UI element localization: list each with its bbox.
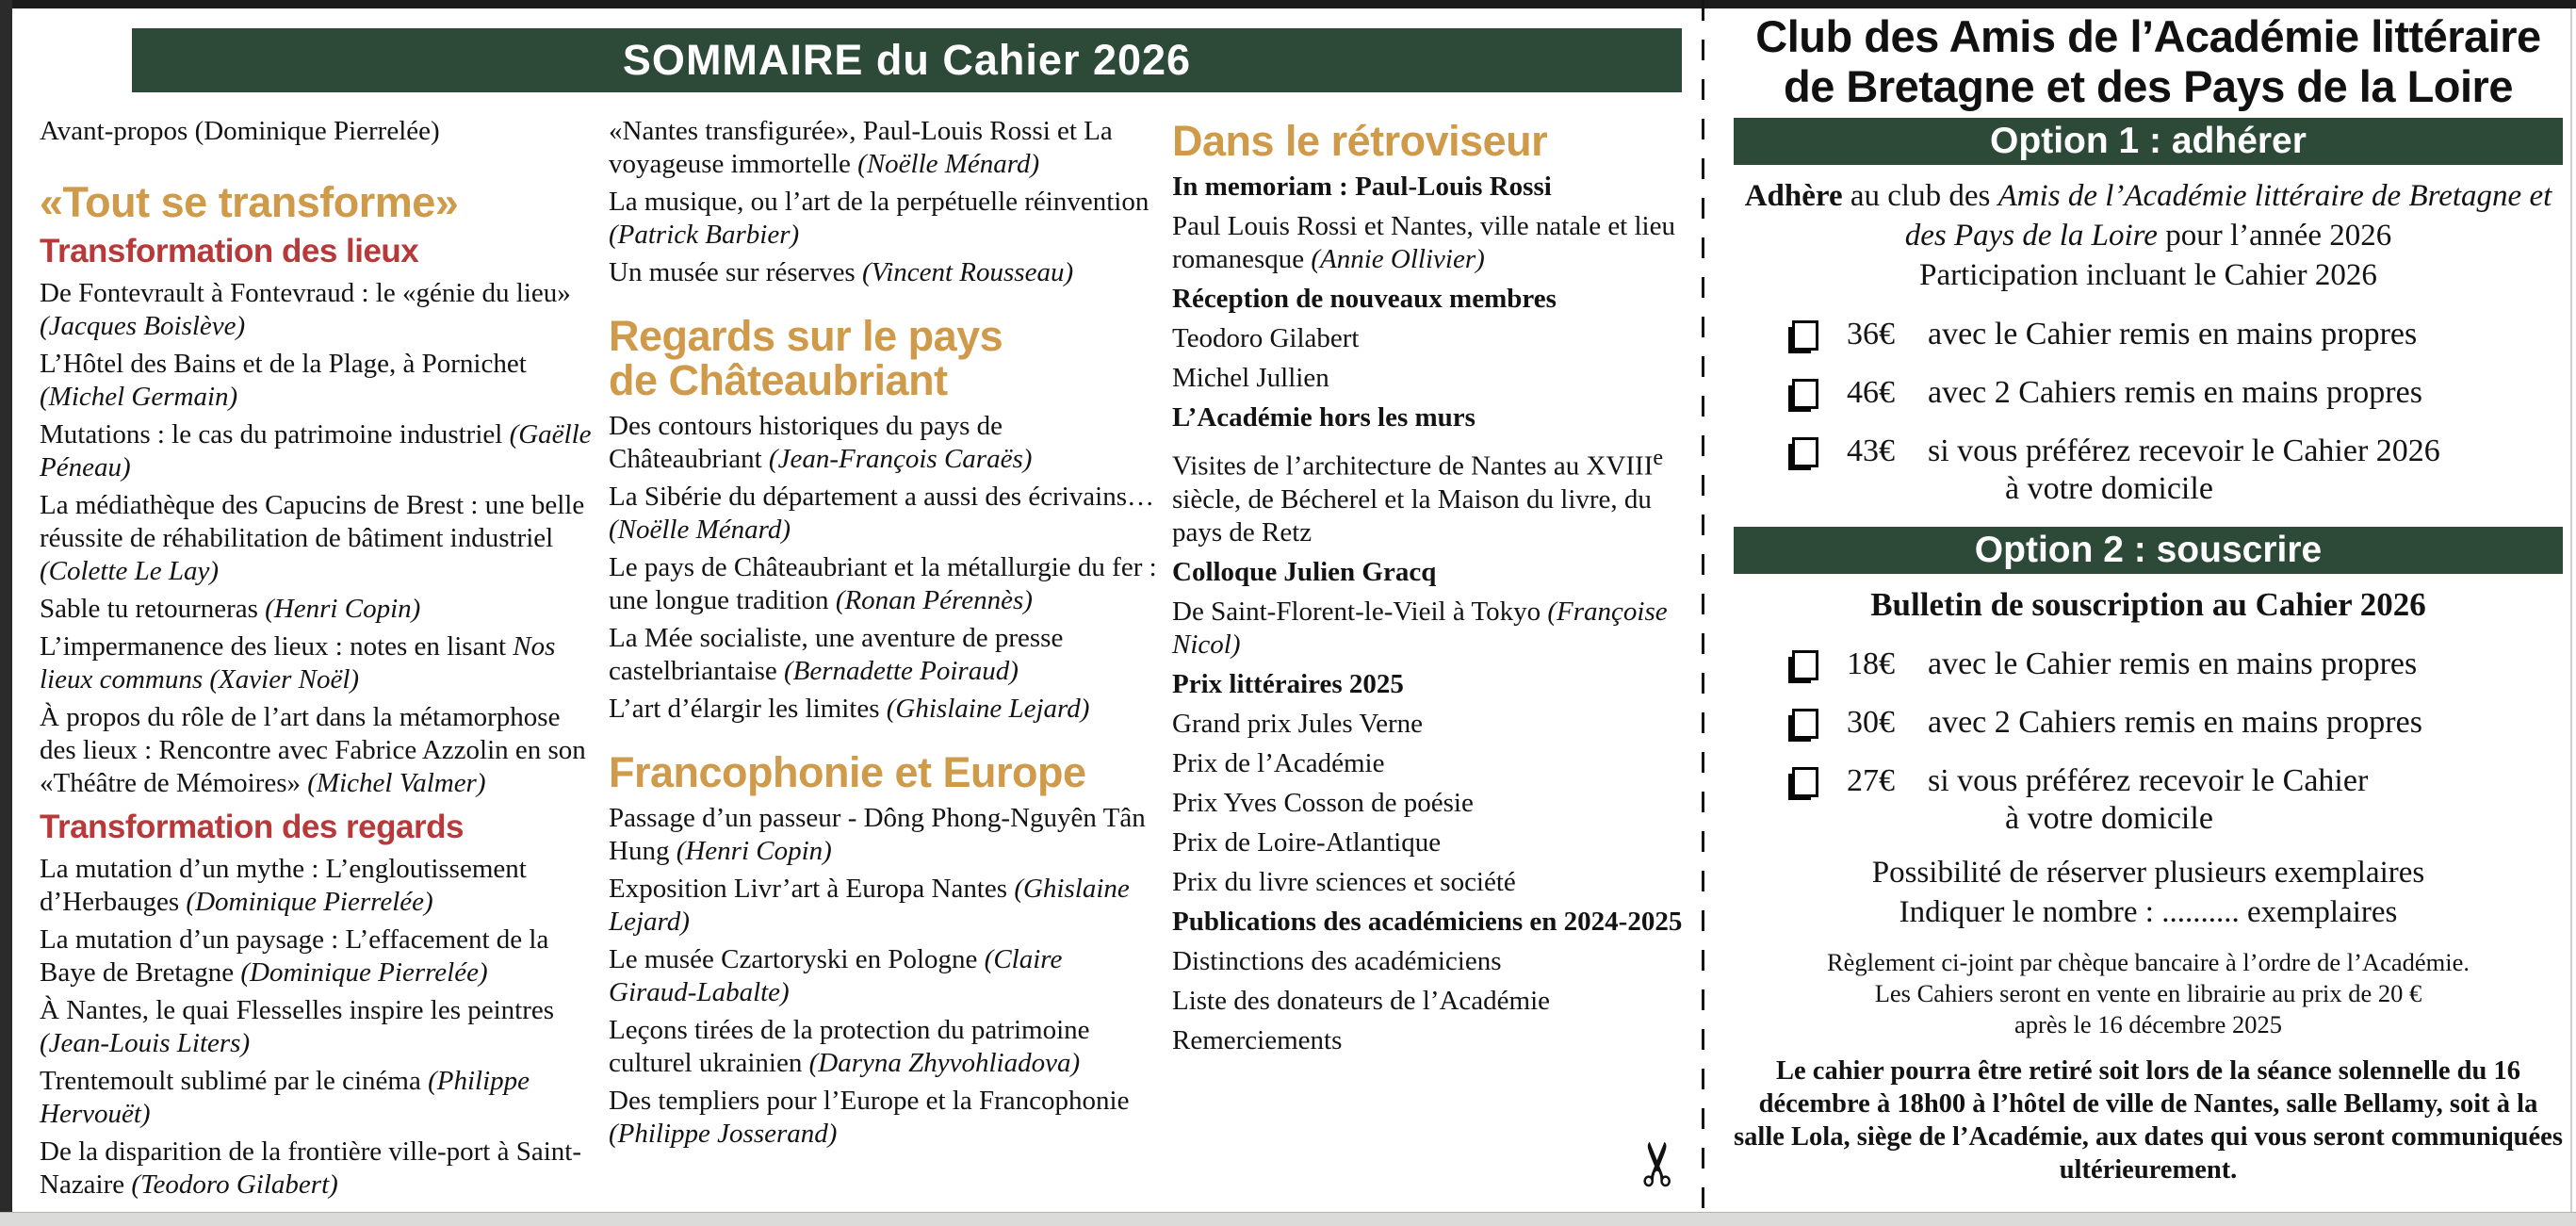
payment-line1: Règlement ci-joint par chèque bancaire à l’ordre de l’Académie. xyxy=(1826,948,2470,976)
price-option-row xyxy=(1786,374,2563,412)
option1-items xyxy=(1786,316,2563,508)
toc-entry: Liste des donateurs de l’Académie xyxy=(1172,985,1551,1016)
toc-entry: In memoriam : Paul-Louis Rossi xyxy=(1172,172,1552,202)
toc-entry: À propos du rôle de l’art dans la métamorphose des lieux : Rencontre avec Fabrice Azzolin en son «Théâtre de Mémoires» (Michel Valmer) xyxy=(40,702,586,798)
page-right-edge xyxy=(2570,8,2572,1212)
toc-entry: L’impermanence des lieux : notes en lisant Nos lieux communs (Xavier Noël) xyxy=(40,631,556,695)
price-option-row xyxy=(1786,646,2563,683)
price-option-row xyxy=(1786,704,2563,742)
section-heading: Francophonie et Europe xyxy=(609,748,1086,796)
reserve-line1: Possibilité de réserver plusieurs exemplaires xyxy=(1871,856,2425,890)
checkbox-icon xyxy=(1792,437,1818,467)
toc-entry: La médiathèque des Capucins de Brest : une belle réussite de réhabilitation de bâtiment industriel (Colette Le Lay) xyxy=(40,490,585,586)
club-title-line2: de Bretagne et des Pays de la Loire xyxy=(1784,61,2513,111)
price-value: 27€ xyxy=(1847,763,1895,798)
price-value: 36€ xyxy=(1847,317,1895,351)
toc-column-1 xyxy=(40,115,594,1208)
toc-entry: Paul Louis Rossi et Nantes, ville natale et lieu romanesque (Annie Ollivier) xyxy=(1172,211,1675,274)
price-value: 18€ xyxy=(1847,646,1895,681)
section-heading: «Tout se transforme» xyxy=(40,178,459,226)
price-value: 46€ xyxy=(1847,375,1895,410)
toc-entry: L’art d’élargir les limites (Ghislaine Lejard) xyxy=(609,694,1090,724)
toc-entry: Colloque Julien Gracq xyxy=(1172,556,1437,587)
toc-entry: Le pays de Châteaubriant et la métallurgie du fer : une longue tradition (Ronan Pérennès) xyxy=(609,552,1157,615)
checkbox-icon xyxy=(1792,767,1818,797)
toc-entry: Visites de l’architecture de Nantes au XVIIIe siècle, de Bécherel et la Maison du livre, du pays de Retz xyxy=(1172,445,1664,548)
checkbox-icon xyxy=(1792,650,1818,680)
toc-entry: L’Académie hors les murs xyxy=(1172,402,1475,433)
souscription-heading: Bulletin de souscription au Cahier 2026 xyxy=(1870,586,2426,623)
option-description-line2: à votre domicile xyxy=(2005,801,2213,836)
reserve-line2: Indiquer le nombre : .......... exemplaires xyxy=(1899,895,2398,929)
page-left-edge xyxy=(0,0,12,1213)
toc-entry: La Sibérie du département a aussi des écrivains… (Noëlle Ménard) xyxy=(609,482,1154,545)
toc-columns xyxy=(40,115,1694,1208)
section-heading: Dans le rétroviseur xyxy=(1172,117,1548,165)
toc-entry: Trentemoult sublimé par le cinéma (Philippe Hervouët) xyxy=(40,1066,530,1129)
payment-line2: Les Cahiers seront en vente en librairie au prix de 20 € xyxy=(1874,979,2422,1007)
toc-entry: La mutation d’un mythe : L’engloutissement d’Herbauges (Dominique Pierrelée) xyxy=(40,854,527,917)
sommaire-title: SOMMAIRE du Cahier 2026 xyxy=(622,36,1192,84)
sommaire-header-bar xyxy=(132,28,1682,92)
toc-entry: Exposition Livr’art à Europa Nantes (Ghislaine Lejard) xyxy=(609,874,1130,937)
toc-entry: De Fontevrault à Fontevraud : le «génie du lieu» (Jacques Boislève) xyxy=(40,278,571,341)
toc-entry: Mutations : le cas du patrimoine industriel (Gaëlle Péneau) xyxy=(40,419,592,482)
checkbox-icon xyxy=(1792,709,1818,739)
club-form-panel xyxy=(1734,11,2563,1186)
toc-entry: De la disparition de la frontière ville-port à Saint-Nazaire (Teodoro Gilabert) xyxy=(40,1136,581,1200)
toc-entry: La Mée socialiste, une aventure de presse castelbriantaise (Bernadette Poiraud) xyxy=(609,623,1064,686)
reserve-lines xyxy=(1734,853,2563,932)
option2-bar xyxy=(1734,527,2563,574)
toc-entry: Michel Jullien xyxy=(1172,363,1329,393)
option1-bar xyxy=(1734,118,2563,165)
toc-entry: Réception de nouveaux membres xyxy=(1172,284,1557,314)
price-value: 43€ xyxy=(1847,433,1895,468)
scissors-icon: ✂ xyxy=(1623,1138,1694,1189)
toc-entry: Passage d’un passeur - Dông Phong-Nguyên Tân Hung (Henri Copin) xyxy=(609,803,1146,866)
toc-entry: «Nantes transfigurée», Paul-Louis Rossi et La voyageuse immortelle (Noëlle Ménard) xyxy=(609,116,1113,179)
payment-line3: après le 16 décembre 2025 xyxy=(2014,1010,2283,1038)
toc-entry: Un musée sur réserves (Vincent Rousseau) xyxy=(609,257,1074,287)
checkbox-icon xyxy=(1792,379,1818,409)
toc-entry: Publications des académiciens en 2024-2025 xyxy=(1172,906,1683,937)
toc-entry: Leçons tirées de la protection du patrimoine culturel ukrainien (Daryna Zhyvohliadova) xyxy=(609,1015,1090,1078)
participation-line: Participation incluant le Cahier 2026 xyxy=(1919,258,2377,292)
toc-entry: La musique, ou l’art de la perpétuelle réinvention (Patrick Barbier) xyxy=(609,187,1149,250)
toc-entry: Remerciements xyxy=(1172,1024,1343,1055)
option-description: avec 2 Cahiers remis en mains propres xyxy=(1928,705,2422,740)
option-description: si vous préférez recevoir le Cahier xyxy=(1928,763,2369,798)
toc-entry: Des templiers pour l’Europe et la Francophonie (Philippe Josserand) xyxy=(609,1086,1130,1149)
toc-entry: Grand prix Jules Verne xyxy=(1172,708,1424,739)
toc-entry: Distinctions des académiciens xyxy=(1172,945,1502,976)
toc-entry: Des contours historiques du pays de Châteaubriant (Jean-François Caraës) xyxy=(609,411,1033,474)
option-description: avec le Cahier remis en mains propres xyxy=(1928,317,2418,351)
toc-entry: La mutation d’un paysage : L’effacement de la Baye de Bretagne (Dominique Pierrelée) xyxy=(40,924,549,988)
option-description-line2: à votre domicile xyxy=(2005,471,2213,506)
payment-note xyxy=(1734,947,2563,1040)
toc-entry: De Saint-Florent-le-Vieil à Tokyo (Françoise Nicol) xyxy=(1172,596,1668,660)
toc-entry: Le musée Czartoryski en Pologne (Claire Giraud-Labalte) xyxy=(609,944,1063,1007)
toc-entry: Teodoro Gilabert xyxy=(1172,323,1360,353)
toc-entry: À Nantes, le quai Flesselles inspire les peintres (Jean-Louis Liters) xyxy=(40,995,555,1058)
toc-entry: Avant-propos (Dominique Pierrelée) xyxy=(40,116,440,146)
toc-column-2 xyxy=(609,115,1157,1208)
section-heading: Regards sur le pays de Châteaubriant xyxy=(609,312,1003,404)
toc-entry: Prix du livre sciences et société xyxy=(1172,866,1516,897)
dashed-cut-line xyxy=(1702,0,1704,1212)
option1-intro: Adhère au club des Amis de l’Académie littéraire de Bretagne et des Pays de la Loire pour l’année 2026 xyxy=(1744,179,2552,253)
checkbox-icon xyxy=(1792,320,1818,351)
option-description: si vous préférez recevoir le Cahier 2026 xyxy=(1928,433,2440,468)
price-option-row xyxy=(1786,433,2563,508)
option-description: avec le Cahier remis en mains propres xyxy=(1928,646,2418,681)
page-top-edge xyxy=(0,0,2576,8)
toc-entry: Prix Yves Cosson de poésie xyxy=(1172,787,1474,818)
option1-bar-label: Option 1 : adhérer xyxy=(1990,121,2307,161)
option2-items xyxy=(1786,646,2563,838)
toc-entry: Sable tu retourneras (Henri Copin) xyxy=(40,594,421,624)
toc-entry: Prix de l’Académie xyxy=(1172,747,1385,778)
pickup-note: Le cahier pourra être retiré soit lors de la séance solennelle du 16 décembre à 18h00 à l’hôtel de ville de Nantes, salle Bellamy, soit à la salle Lola, siège de l’Académie, aux dates qui vous seront communiquées ultérieurement. xyxy=(1734,1056,2563,1185)
page-bottom-edge xyxy=(0,1212,2576,1226)
price-value: 30€ xyxy=(1847,705,1895,740)
club-title xyxy=(1734,11,2563,111)
price-option-row xyxy=(1786,316,2563,353)
option2-bar-label: Option 2 : souscrire xyxy=(1974,530,2323,570)
club-title-line1: Club des Amis de l’Académie littéraire xyxy=(1755,11,2541,61)
toc-entry: Prix littéraires 2025 xyxy=(1172,668,1404,699)
toc-entry: Prix de Loire-Atlantique xyxy=(1172,826,1442,858)
subsection-heading: Transformation des lieux xyxy=(40,233,419,270)
toc-entry: L’Hôtel des Bains et de la Plage, à Pornichet (Michel Germain) xyxy=(40,349,527,412)
price-option-row xyxy=(1786,762,2563,838)
option-description: avec 2 Cahiers remis en mains propres xyxy=(1928,375,2422,410)
subsection-heading: Transformation des regards xyxy=(40,809,464,845)
toc-column-3 xyxy=(1172,115,1694,1208)
